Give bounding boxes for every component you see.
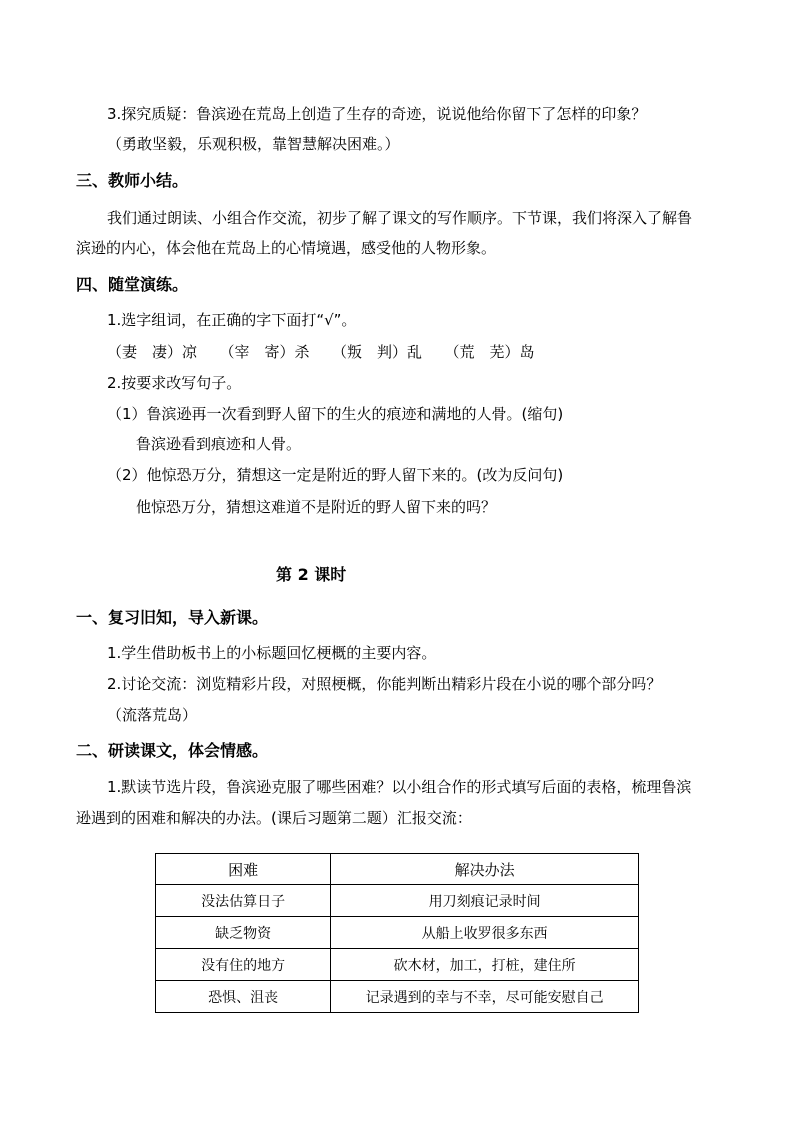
table-cell-difficulty: 缺乏物资: [156, 917, 331, 949]
table-header-row: [156, 854, 639, 885]
lesson-title: 第 2 课时: [276, 565, 347, 584]
review-item-1: 1.学生借助板书上的小标题回忆梗概的主要内容。: [107, 644, 437, 662]
question-3-answer: （勇敢坚毅，乐观积极，靠智慧解决困难。）: [107, 135, 400, 153]
table-header-difficulty: 困难: [156, 854, 331, 885]
table-row: [156, 981, 639, 1013]
section-heading-review: 一、复习旧知，导入新课。: [76, 608, 269, 627]
exercise-1: 1.选字组词，在正确的字下面打“√”。: [107, 311, 357, 329]
section-heading-summary: 三、教师小结。: [76, 171, 189, 190]
table-row: [156, 917, 639, 949]
table-cell-solution: 从船上收罗很多东西: [331, 917, 639, 949]
table-cell-solution: 用刀刻痕记录时间: [331, 885, 639, 917]
summary-paragraph-line-1: 我们通过朗读、小组合作交流，初步了解了课文的写作顺序。下节课，我们将深入了解鲁: [107, 209, 693, 227]
review-item-2-answer: （流落荒岛）: [107, 706, 198, 724]
exercise-1-options: （妻 凄）凉 （宰 寄）杀 （叛 判）乱 （荒 芜）岛: [107, 343, 535, 361]
question-3: 3.探究质疑：鲁滨逊在荒岛上创造了生存的奇迹，说说他给你留下了怎样的印象？: [107, 105, 647, 123]
table-row: [156, 885, 639, 917]
difficulty-solution-table: [155, 853, 639, 1013]
exercise-2-sentence-2: （2）他惊恐万分，猜想这一定是附近的野人留下来的。(改为反问句): [107, 466, 564, 484]
exercise-2-sentence-1-answer: 鲁滨逊看到痕迹和人骨。: [136, 435, 302, 453]
table-cell-solution: 砍木材，加工，打桩，建住所: [331, 949, 639, 981]
study-item-1-line-1: 1.默读节选片段，鲁滨逊克服了哪些困难？以小组合作的形式填写后面的表格，梳理鲁滨: [107, 778, 692, 796]
table-header-solution: 解决办法: [331, 854, 639, 885]
table-cell-difficulty: 没法估算日子: [156, 885, 331, 917]
review-item-2: 2.讨论交流：浏览精彩片段，对照梗概，你能判断出精彩片段在小说的哪个部分吗？: [107, 675, 662, 693]
exercise-2: 2.按要求改写句子。: [107, 374, 242, 392]
summary-paragraph-line-2: 滨逊的内心，体会他在荒岛上的心情境遇，感受他的人物形象。: [76, 239, 497, 257]
table-row: [156, 949, 639, 981]
table-cell-difficulty: 恐惧、沮丧: [156, 981, 331, 1013]
table-cell-solution: 记录遇到的幸与不幸，尽可能安慰自己: [331, 981, 639, 1013]
study-item-1-line-2: 逊遇到的困难和解决的办法。(课后习题第二题）汇报交流：: [76, 809, 472, 827]
table-cell-difficulty: 没有住的地方: [156, 949, 331, 981]
section-heading-practice: 四、随堂演练。: [76, 275, 189, 294]
section-heading-study: 二、研读课文，体会情感。: [76, 741, 269, 760]
exercise-2-sentence-1: （1）鲁滨逊再一次看到野人留下的生火的痕迹和满地的人骨。(缩句): [107, 405, 564, 423]
exercise-2-sentence-2-answer: 他惊恐万分，猜想这难道不是附近的野人留下来的吗？: [136, 498, 497, 516]
